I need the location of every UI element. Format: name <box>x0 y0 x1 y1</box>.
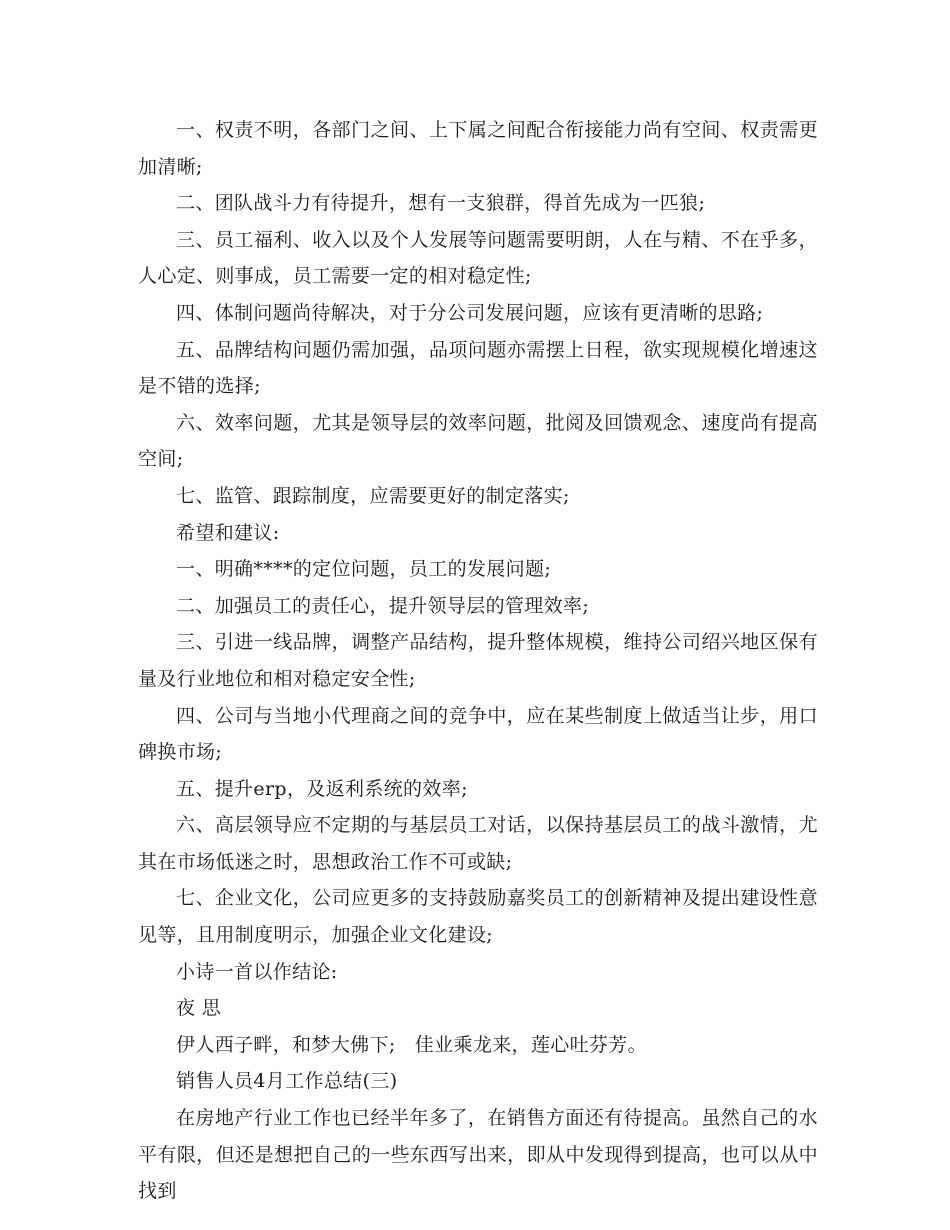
paragraph: 二、团队战斗力有待提升，想有一支狼群，得首先成为一匹狼; <box>176 192 706 215</box>
paragraph: 五、提升erp，及返利系统的效率; <box>176 777 468 800</box>
section-heading: 小诗一首以作结论: <box>176 960 338 983</box>
paragraph: 六、高层领导应不定期的与基层员工对话，以保持基层员工的战斗激情，尤其在市场低迷之时，思想政治工作不可或缺; <box>138 814 818 873</box>
document-body <box>138 112 818 1210</box>
paragraph: 一、权责不明，各部门之间、上下属之间配合衔接能力尚有空间、权责需更加清晰; <box>138 119 818 178</box>
paragraph: 一、明确****的定位问题，员工的发展问题; <box>176 558 552 581</box>
section-heading: 希望和建议: <box>176 521 280 544</box>
paragraph: 六、效率问题，尤其是领导层的效率问题，批阅及回馈观念、速度尚有提高空间; <box>138 411 818 471</box>
paragraph: 在房地产行业工作也已经半年多了，在销售方面还有待提高。虽然自己的水平有限，但还是想把自己的一些东西写出来，即从中发现得到提高，也可以从中找到 <box>138 1107 818 1203</box>
paragraph: 七、企业文化，公司应更多的支持鼓励嘉奖员工的创新精神及提出建设性意见等，且用制度明示，加强企业文化建设; <box>138 887 818 947</box>
section-title: 销售人员4月工作总结(三) <box>176 1070 398 1093</box>
paragraph: 四、公司与当地小代理商之间的竞争中，应在某些制度上做适当让步，用口碑换市场; <box>138 704 818 764</box>
paragraph: 三、员工福利、收入以及个人发展等问题需要明朗，人在与精、不在乎多，人心定、则事成，员工需要一定的相对稳定性; <box>138 228 818 288</box>
paragraph: 四、体制问题尚待解决，对于分公司发展问题，应该有更清晰的思路; <box>176 301 764 324</box>
paragraph: 五、品牌结构问题仍需加强，品项问题亦需摆上日程，欲实现规模化增速这是不错的选择; <box>138 338 818 398</box>
paragraph: 三、引进一线品牌，调整产品结构，提升整体规模，维持公司绍兴地区保有量及行业地位和相对稳定安全性; <box>138 631 818 690</box>
poem-title: 夜 思 <box>176 997 222 1020</box>
paragraph: 七、监管、跟踪制度，应需要更好的制定落实; <box>176 484 570 507</box>
poem-line: 伊人西子畔，和梦大佛下; 佳业乘龙来，莲心吐芬芳。 <box>176 1033 647 1056</box>
paragraph: 二、加强员工的责任心，提升领导层的管理效率; <box>176 594 590 617</box>
